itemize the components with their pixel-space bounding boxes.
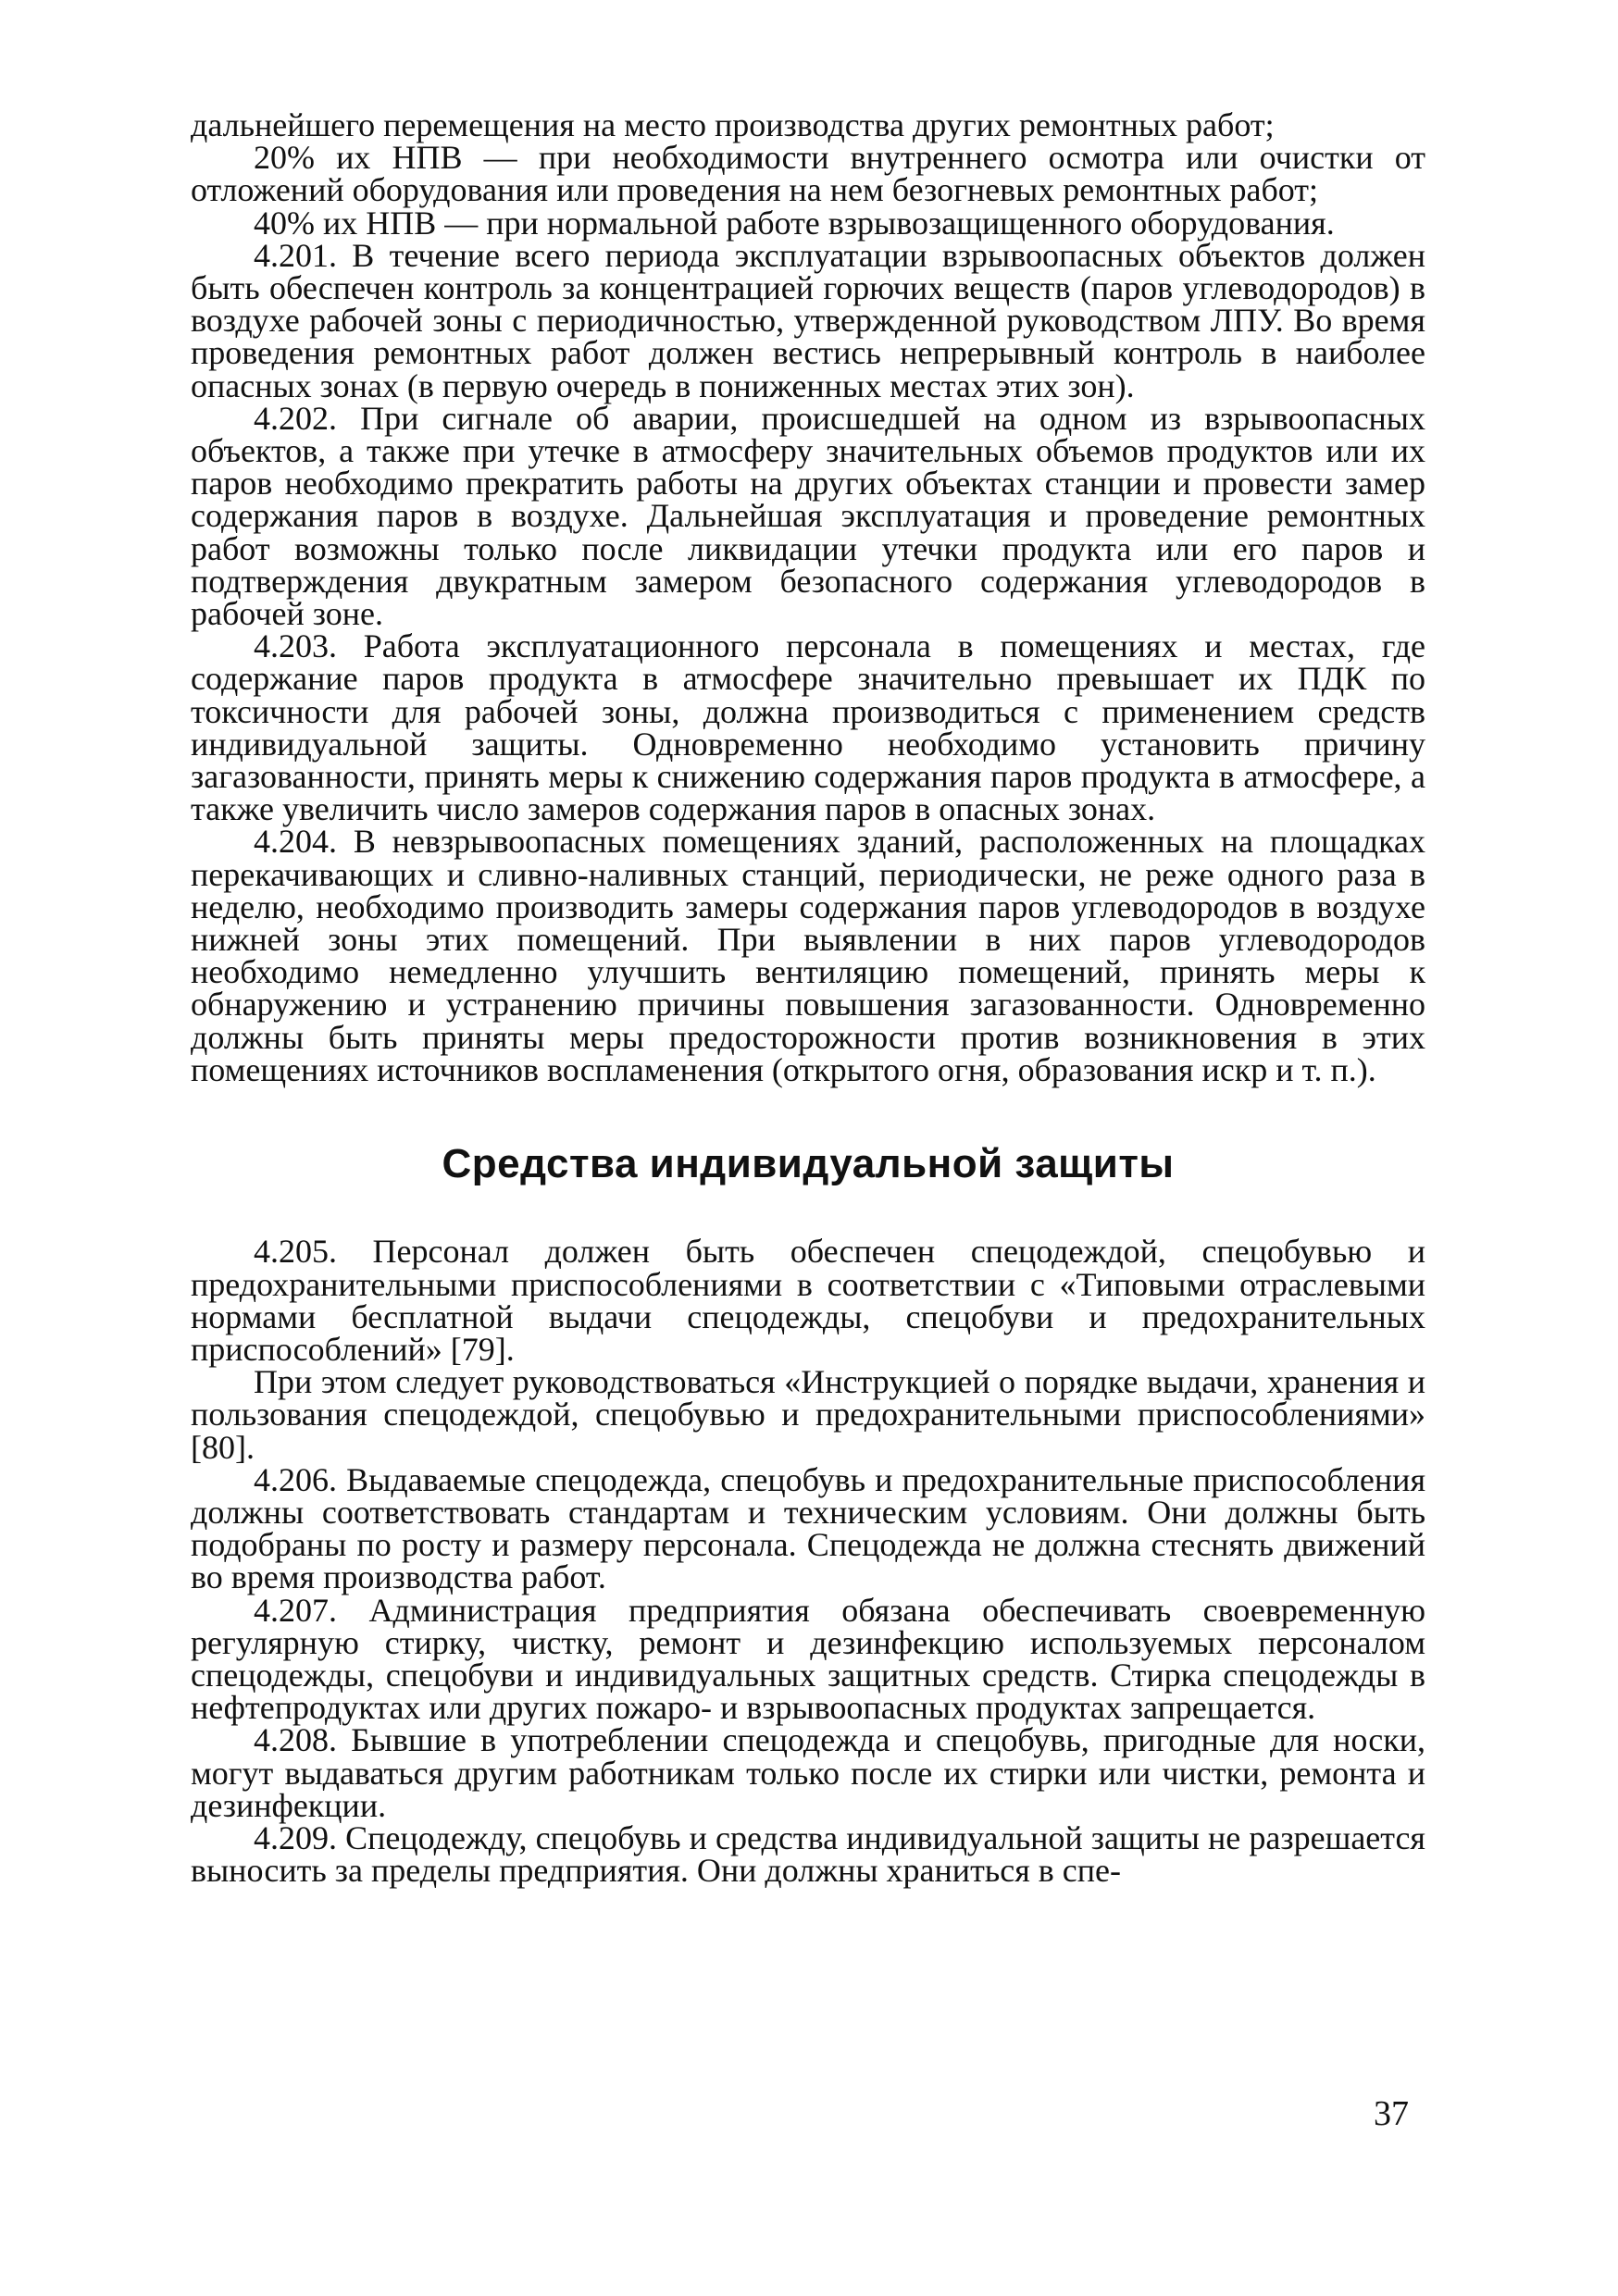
section-heading: Средства индивидуальной защиты [442, 1141, 1175, 1187]
page-body [191, 106, 1425, 1890]
paragraph-4-201: 4.201. В течение всего периода эксплуатации взрывоопасных объектов должен быть обеспечен контроль за концентрацией горючих веществ (паров углеводородов) в воздухе рабочей зоны с периодичностью, утвержденной руководством ЛПУ. Во время проведения ремонтных работ должен вестись непрерывный контроль в наиболее опасных зонах (в первую очередь в пониженных местах этих зон). [191, 236, 1425, 404]
paragraph-4-205: 4.205. Персонал должен быть обеспечен спецодеждой, спецобувью и предохранительными приспособлениями в соответствии с «Типовыми отраслевыми нормами бесплатной выдачи спецодежды, спецобуви и предохранительных приспособлений» [79]. [191, 1233, 1425, 1368]
paragraph-npv-20: 20% их НПВ — при необходимости внутреннего осмотра или очистки от отложений оборудования или проведения на нем безогневых ремонтных работ; [191, 139, 1425, 209]
page-number: 37 [1374, 2094, 1409, 2133]
paragraph-4-206: 4.206. Выдаваемые спецодежда, спецобувь и предохранительные приспособления должны соответствовать стандартам и техническим условиям. Они должны быть подобраны по росту и размеру персонала. Спецодежда не должна стеснять движений во время производства работ. [191, 1460, 1425, 1596]
paragraph-npv-40: 40% их НПВ — при нормальной работе взрывозащищенного оборудования. [254, 204, 1335, 242]
paragraph-instruction: При этом следует руководствоваться «Инструкцией о порядке выдачи, хранения и пользования спецодеждой, спецобувью и предохранительными приспособлениями» [80]. [191, 1363, 1425, 1466]
paragraph-4-208: 4.208. Бывшие в употреблении спецодежда и спецобувь, пригодные для носки, могут выдаваться другим работникам только после их стирки или чистки, ремонта и дезинфекции. [191, 1721, 1425, 1824]
paragraph-4-207: 4.207. Администрация предприятия обязана обеспечивать своевременную регулярную стирку, чистку, ремонт и дезинфекцию используемых персоналом спецодежды, спецобуви и индивидуальных защитных средств. Стирка спецодежды в нефтепродуктах или других пожаро- и взрывоопасных продуктах запрещается. [191, 1591, 1425, 1727]
paragraph-4-203: 4.203. Работа эксплуатационного персонала в помещениях и местах, где содержание паров продукта в атмосфере значительно превышает их ПДК по токсичности для рабочей зоны, должна производиться с применением средств индивидуальной защиты. Одновременно необходимо установить причину загазованности, принять меры к снижению содержания паров продукта в атмосфере, а также увеличить число замеров содержания паров в опасных зонах. [191, 627, 1425, 828]
paragraph-4-209: 4.209. Спецодежду, спецобувь и средства индивидуальной защиты не разрешается выносить за пределы предприятия. Они должны храниться в спе- [191, 1818, 1425, 1890]
paragraph-continuation: дальнейшего перемещения на место производства других ремонтных работ; [191, 106, 1275, 143]
paragraph-4-202: 4.202. При сигнале об аварии, происшедшей на одном из взрывоопасных объектов, а также при утечке в атмосферу значительных объемов продуктов или их паров необходимо прекратить работы на других объектах станции и провести замер содержания паров в воздухе. Дальнейшая эксплуатация и проведение ремонтных работ возможны только после ликвидации утечки продукта или его паров и подтверждения двукратным замером безопасного содержания углеводородов в рабочей зоне. [191, 399, 1425, 633]
paragraph-4-204: 4.204. В невзрывоопасных помещениях зданий, расположенных на площадках перекачивающих и сливно-наливных станций, периодически, не реже одного раза в неделю, необходимо производить замеры содержания паров углеводородов в воздухе нижней зоны этих помещений. При выявлении в них паров углеводородов необходимо немедленно улучшить вентиляцию помещений, принять меры к обнаружению и устранению причины повышения загазованности. Одновременно должны быть приняты меры предосторожности против возникновения в этих помещениях источников воспламенения (открытого огня, образования искр и т. п.). [191, 823, 1425, 1088]
